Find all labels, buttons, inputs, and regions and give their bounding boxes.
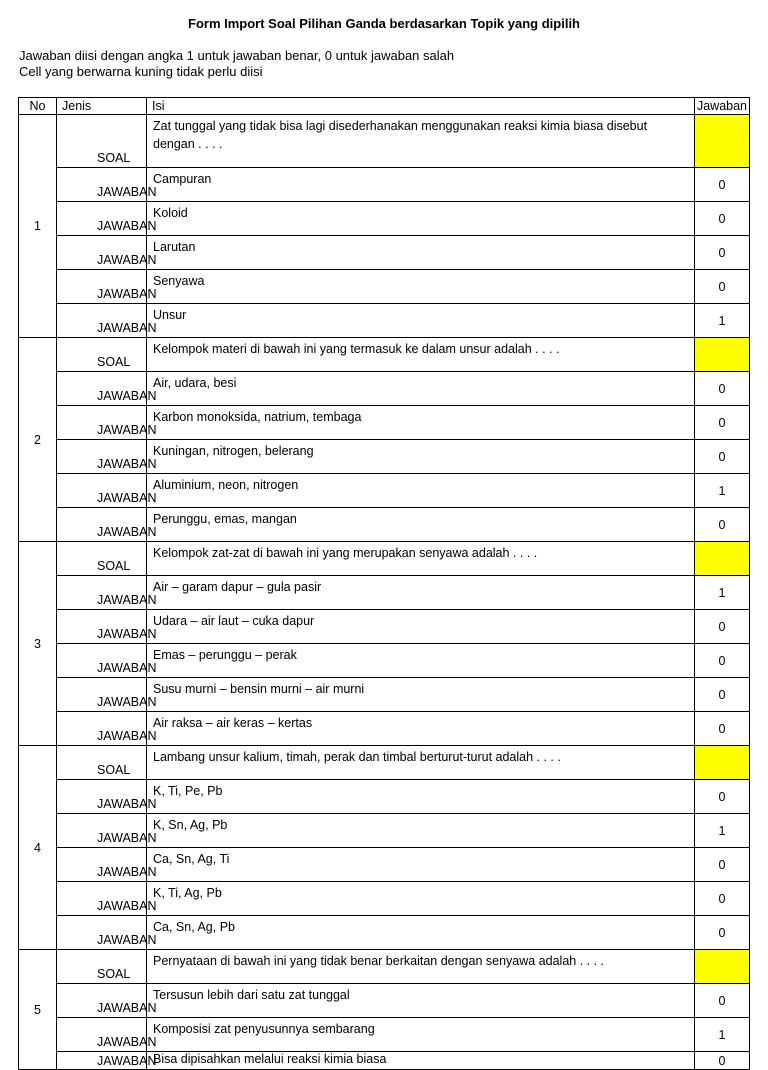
answer-value-cell[interactable]: 0: [695, 644, 750, 678]
row-type-cell: JAWABAN: [57, 984, 147, 1018]
instruction-note: Jawaban diisi dengan angka 1 untuk jawaban benar, 0 untuk jawaban salah: [19, 48, 455, 63]
answer-row: [19, 848, 750, 882]
answer-value-cell[interactable]: 0: [695, 372, 750, 406]
option-text-cell[interactable]: K, Ti, Ag, Pb: [147, 882, 695, 916]
option-text-cell[interactable]: Campuran: [147, 168, 695, 202]
answer-row: [19, 882, 750, 916]
row-type-cell: JAWABAN: [57, 236, 147, 270]
answer-row: [19, 576, 750, 610]
option-text-cell[interactable]: Koloid: [147, 202, 695, 236]
answer-row: [19, 270, 750, 304]
row-type-cell: SOAL: [57, 542, 147, 576]
option-text-cell[interactable]: Susu murni – bensin murni – air murni: [147, 678, 695, 712]
option-text-cell[interactable]: Emas – perunggu – perak: [147, 644, 695, 678]
header-no: No: [19, 98, 57, 115]
option-text-cell[interactable]: Ca, Sn, Ag, Ti: [147, 848, 695, 882]
row-type-cell: JAWABAN: [57, 508, 147, 542]
answer-cell-highlighted: [695, 338, 750, 372]
answer-cell-highlighted: [695, 950, 750, 984]
option-text-cell[interactable]: Kuningan, nitrogen, belerang: [147, 440, 695, 474]
row-type-cell: JAWABAN: [57, 440, 147, 474]
question-text-cell[interactable]: Lambang unsur kalium, timah, perak dan timbal berturut-turut adalah . . . .: [147, 746, 695, 780]
answer-cell-highlighted: [695, 542, 750, 576]
option-text-cell[interactable]: Aluminium, neon, nitrogen: [147, 474, 695, 508]
answer-row: [19, 1052, 750, 1070]
option-text-cell[interactable]: K, Sn, Ag, Pb: [147, 814, 695, 848]
question-number: 1: [19, 115, 57, 338]
option-text-cell[interactable]: K, Ti, Pe, Pb: [147, 780, 695, 814]
question-number: 3: [19, 542, 57, 746]
row-type-cell: JAWABAN: [57, 202, 147, 236]
option-text-cell[interactable]: Air – garam dapur – gula pasir: [147, 576, 695, 610]
option-text-cell[interactable]: Tersusun lebih dari satu zat tunggal: [147, 984, 695, 1018]
header-row: [19, 98, 750, 115]
row-type-cell: SOAL: [57, 746, 147, 780]
header-isi: Isi: [147, 98, 695, 115]
row-type-cell: JAWABAN: [57, 1018, 147, 1052]
answer-value-cell[interactable]: 0: [695, 202, 750, 236]
option-text-cell[interactable]: Air, udara, besi: [147, 372, 695, 406]
answer-value-cell[interactable]: 1: [695, 474, 750, 508]
answer-value-cell[interactable]: 0: [695, 916, 750, 950]
answer-value-cell[interactable]: 0: [695, 168, 750, 202]
question-number: 4: [19, 746, 57, 950]
answer-row: [19, 440, 750, 474]
answer-value-cell[interactable]: 0: [695, 406, 750, 440]
form-title: Form Import Soal Pilihan Ganda berdasarkan Topik yang dipilih: [188, 16, 580, 31]
question-row: [19, 115, 750, 168]
row-type-cell: JAWABAN: [57, 168, 147, 202]
answer-value-cell[interactable]: 0: [695, 780, 750, 814]
option-text-cell[interactable]: Larutan: [147, 236, 695, 270]
row-type-cell: JAWABAN: [57, 882, 147, 916]
question-row: [19, 338, 750, 372]
row-type-cell: JAWABAN: [57, 678, 147, 712]
row-type-cell: JAWABAN: [57, 372, 147, 406]
row-type-cell: SOAL: [57, 115, 147, 168]
header-jawaban: Jawaban: [695, 98, 750, 115]
answer-value-cell[interactable]: 0: [695, 440, 750, 474]
option-text-cell[interactable]: Bisa dipisahkan melalui reaksi kimia biasa: [147, 1052, 695, 1070]
answer-row: [19, 644, 750, 678]
row-type-cell: SOAL: [57, 338, 147, 372]
answer-value-cell[interactable]: 0: [695, 508, 750, 542]
option-text-cell[interactable]: Air raksa – air keras – kertas: [147, 712, 695, 746]
row-type-cell: SOAL: [57, 950, 147, 984]
answer-row: [19, 916, 750, 950]
option-text-cell[interactable]: Komposisi zat penyusunnya sembarang: [147, 1018, 695, 1052]
answer-row: [19, 304, 750, 338]
row-type-cell: JAWABAN: [57, 916, 147, 950]
row-type-cell: JAWABAN: [57, 576, 147, 610]
answer-cell-highlighted: [695, 746, 750, 780]
option-text-cell[interactable]: Senyawa: [147, 270, 695, 304]
answer-value-cell[interactable]: 0: [695, 678, 750, 712]
answer-value-cell[interactable]: 1: [695, 814, 750, 848]
question-row: [19, 746, 750, 780]
option-text-cell[interactable]: Karbon monoksida, natrium, tembaga: [147, 406, 695, 440]
question-row: [19, 950, 750, 984]
row-type-cell: JAWABAN: [57, 406, 147, 440]
row-type-cell: JAWABAN: [57, 712, 147, 746]
answer-row: [19, 474, 750, 508]
question-number: 5: [19, 950, 57, 1070]
answer-cell-highlighted: [695, 115, 750, 168]
answer-value-cell[interactable]: 0: [695, 882, 750, 916]
answer-row: [19, 508, 750, 542]
question-text-cell[interactable]: Zat tunggal yang tidak bisa lagi disederhanakan menggunakan reaksi kimia biasa disebut dengan . . . .: [147, 115, 695, 168]
answer-value-cell[interactable]: 0: [695, 984, 750, 1018]
row-type-cell: JAWABAN: [57, 610, 147, 644]
answer-value-cell[interactable]: 0: [695, 1052, 750, 1070]
answer-row: [19, 236, 750, 270]
option-text-cell[interactable]: Unsur: [147, 304, 695, 338]
answer-value-cell[interactable]: 1: [695, 576, 750, 610]
row-type-cell: JAWABAN: [57, 270, 147, 304]
question-table: [18, 97, 750, 1070]
answer-value-cell[interactable]: 0: [695, 610, 750, 644]
answer-row: [19, 678, 750, 712]
answer-row: [19, 202, 750, 236]
question-number: 2: [19, 338, 57, 542]
answer-row: [19, 984, 750, 1018]
answer-row: [19, 1018, 750, 1052]
answer-row: [19, 712, 750, 746]
answer-value-cell[interactable]: 0: [695, 270, 750, 304]
answer-row: [19, 814, 750, 848]
answer-row: [19, 168, 750, 202]
answer-value-cell[interactable]: 1: [695, 304, 750, 338]
option-text-cell[interactable]: Perunggu, emas, mangan: [147, 508, 695, 542]
header-jenis: Jenis: [57, 98, 147, 115]
instruction-note: Cell yang berwarna kuning tidak perlu diisi: [19, 64, 263, 79]
question-text-cell[interactable]: Kelompok zat-zat di bawah ini yang merupakan senyawa adalah . . . .: [147, 542, 695, 576]
answer-row: [19, 610, 750, 644]
question-text-cell[interactable]: Kelompok materi di bawah ini yang termasuk ke dalam unsur adalah . . . .: [147, 338, 695, 372]
answer-value-cell[interactable]: 0: [695, 236, 750, 270]
row-type-cell: JAWABAN: [57, 644, 147, 678]
table-body: [19, 115, 750, 1070]
question-text-cell[interactable]: Pernyataan di bawah ini yang tidak benar berkaitan dengan senyawa adalah . . . .: [147, 950, 695, 984]
option-text-cell[interactable]: Ca, Sn, Ag, Pb: [147, 916, 695, 950]
answer-row: [19, 406, 750, 440]
row-type-cell: JAWABAN: [57, 304, 147, 338]
answer-value-cell[interactable]: 1: [695, 1018, 750, 1052]
row-type-cell: JAWABAN: [57, 780, 147, 814]
row-type-cell: JAWABAN: [57, 1052, 147, 1070]
row-type-cell: JAWABAN: [57, 814, 147, 848]
row-type-cell: JAWABAN: [57, 474, 147, 508]
option-text-cell[interactable]: Udara – air laut – cuka dapur: [147, 610, 695, 644]
answer-value-cell[interactable]: 0: [695, 848, 750, 882]
answer-row: [19, 780, 750, 814]
row-type-cell: JAWABAN: [57, 848, 147, 882]
question-row: [19, 542, 750, 576]
answer-value-cell[interactable]: 0: [695, 712, 750, 746]
answer-row: [19, 372, 750, 406]
